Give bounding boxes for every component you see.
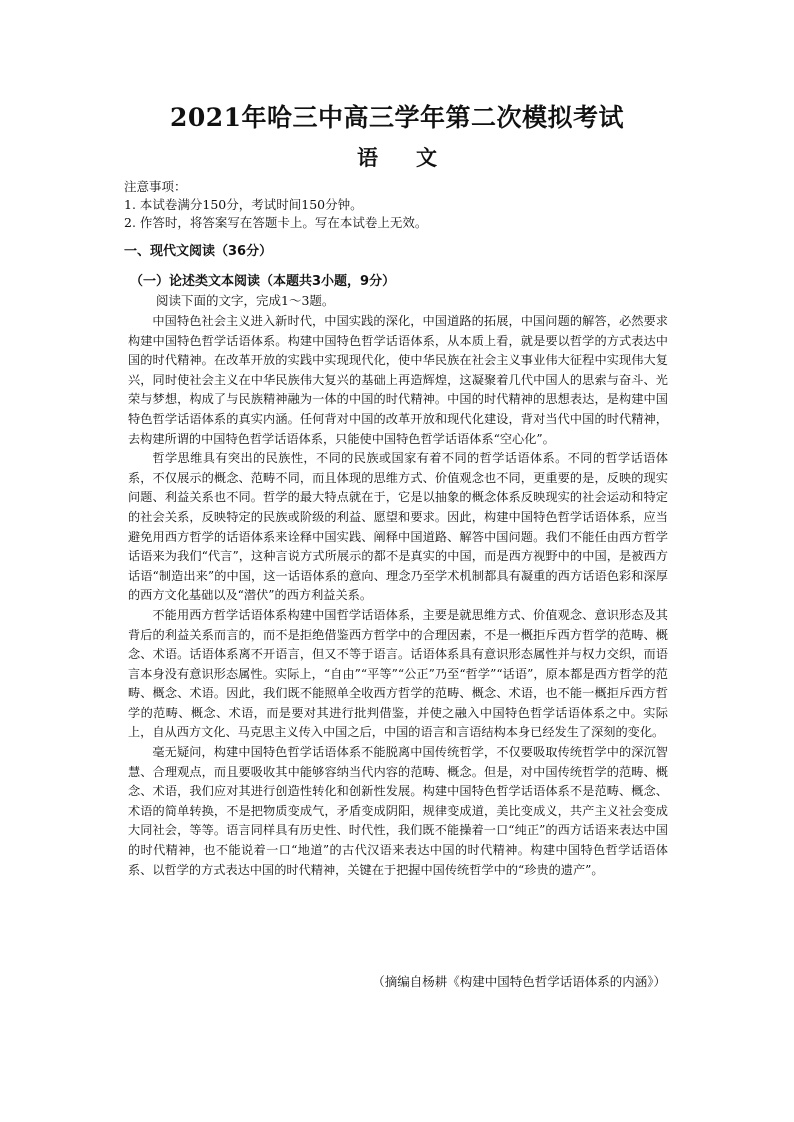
reading-instruction: 阅读下面的文字，完成1～3题。 <box>156 293 335 308</box>
subsection-heading: （一）论述类文本阅读（本题共3小题，9分） <box>130 274 396 289</box>
notes-heading: 注意事项： <box>124 179 187 194</box>
passage-paragraph: 毫无疑问，构建中国特色哲学话语体系不能脱离中国传统哲学，不仅要吸取传统哲学中的深沉智慧、合理观点，而且要吸收其中能够容纳当代内容的范畴、概念。但是，对中国传统哲学的范畴、概念、术语，我们应对其进行创造性转化和创新性发展。构建中国特色哲学话语体系不是范畴、概念、术语的简单转换，不是把物质变成气，矛盾变成阴阳，规律变成道，美比变成义，共产主义社会变成大同社会，等等。语言同样具有历史性、时代性，我们既不能操着一口“纯正”的西方话语来表达中国的时代精神，也不能说着一口“地道”的古代汉语来表达中国的时代精神。构建中国特色哲学话语体系、以哲学的方式表达中国的时代精神，关键在于把握中国传统哲学中的“珍贵的遗产”。 <box>128 745 668 877</box>
notes-item: 1. 本试卷满分150分，考试时间150分钟。 <box>124 197 363 212</box>
subject-title: 语文 <box>357 145 475 170</box>
section-heading: 一、现代文阅读（36分） <box>124 244 273 259</box>
passage-paragraph: 不能用西方哲学话语体系构建中国哲学话语体系，主要是就思维方式、价值观念、意识形态及其背后的利益关系而言的，而不是拒绝借鉴西方哲学中的合理因素，不是一概拒斥西方哲学的范畴、概念、术语。话语体系离不开语言，但又不等于语言。话语体系具有意识形态属性并与权力交织，而语言本身没有意识形态属性。实际上，“自由”“平等”“公正”乃至“哲学”“话语”，原本都是西方哲学的范畴、概念、术语。因此，我们既不能照单全收西方哲学的范畴、概念、术语，也不能一概拒斥西方哲学的范畴、概念、术语，而是要对其进行批判借鉴，并使之融入中国特色哲学话语体系之中。实际上，自从西方文化、马克思主义传入中国之后，中国的语言和言语结构本身已经发生了深刻的变化。 <box>128 607 668 740</box>
exam-title: 2021年哈三中高三学年第二次模拟考试 <box>169 103 625 132</box>
passage-body <box>128 312 668 880</box>
passage-paragraph: 中国特色社会主义进入新时代，中国实践的深化，中国道路的拓展，中国问题的解答，必然要求构建中国特色哲学话语体系。构建中国特色哲学话语体系，从本质上看，就是要以哲学的方式表达中国的时代精神。在改革开放的实践中实现现代化，使中华民族在社会主义事业伟大征程中实现伟大复兴，同时使社会主义在中华民族伟大复兴的基础上再造辉煌，这凝聚着几代中国人的思索与奋斗、光荣与梦想，构成了与民族精神融为一体的中国的时代精神。中国的时代精神的思想表达，是构建中国特色哲学话语体系的真实内涵。任何背对中国的改革开放和现代化建设，背对当代中国的时代精神，去构建所谓的中国特色哲学话语体系，只能使中国特色哲学话语体系“空心化”。 <box>128 314 668 446</box>
notes-item: 2. 作答时，将答案写在答题卡上。写在本试卷上无效。 <box>124 215 428 230</box>
passage-source: （摘编自杨耕《构建中国特色哲学话语体系的内涵》） <box>372 974 666 989</box>
passage-paragraph: 哲学思维具有突出的民族性，不同的民族或国家有着不同的哲学话语体系。不同的哲学话语体系，不仅展示的概念、范畴不同，而且体现的思维方式、价值观念也不同，更重要的是，反映的现实问题、利益关系也不同。哲学的最大特点就在于，它是以抽象的概念体系反映现实的社会运动和特定的社会关系，反映特定的民族或阶级的利益、愿望和要求。因此，构建中国特色哲学话语体系，应当避免用西方哲学的话语体系来诠释中国实践、阐释中国道路、解答中国问题。我们不能任由西方哲学话语来为我们“代言”，这种言说方式所展示的都不是真实的中国，而是西方视野中的中国，是被西方话语“制造出来”的中国，这一话语体系的意向、理念乃至学术机制都具有凝重的西方话语色彩和深厚的西方文化基础以及“潜伏”的西方利益关系。 <box>128 451 668 603</box>
exam-notes <box>124 178 427 232</box>
